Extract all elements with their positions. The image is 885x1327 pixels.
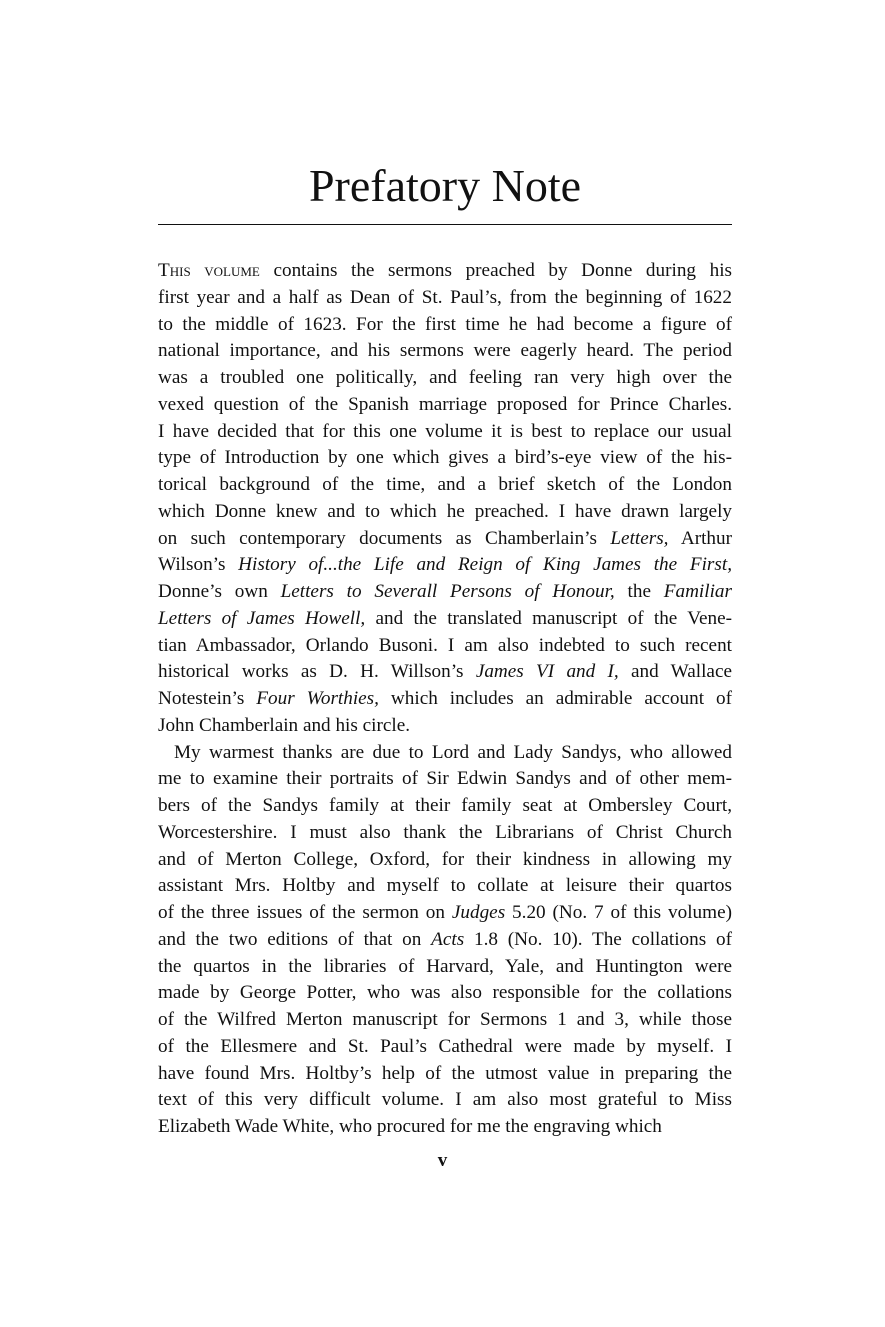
text-segment: to the middle of 1623. For the first time he had become a figure of bbox=[158, 313, 732, 335]
text-segment: which Donne knew and to which he preached. I have drawn largely bbox=[158, 500, 732, 522]
text-segment: on such contemporary documents as Chamberlain’s bbox=[158, 527, 611, 549]
text-segment: Worcestershire. I must also thank the Librarians of Christ Church bbox=[158, 821, 732, 843]
text-segment: tian Ambassador, Orlando Busoni. I am also indebted to such recent bbox=[158, 634, 732, 656]
small-caps-text: This volume bbox=[158, 260, 260, 281]
text-line bbox=[158, 312, 732, 339]
italic-text: Letters of James Howell, bbox=[158, 607, 366, 629]
body-text bbox=[158, 258, 732, 1141]
text-line bbox=[158, 793, 732, 820]
text-line bbox=[158, 873, 732, 900]
text-segment: text of this very difficult volume. I am also most grateful to Miss bbox=[158, 1089, 732, 1111]
text-segment: torical background of the time, and a brief sketch of the London bbox=[158, 474, 732, 495]
text-segment: have found Mrs. Holtby’s help of the utmost value in preparing the bbox=[158, 1062, 732, 1084]
text-segment: 5.20 (No. 7 of this volume) bbox=[505, 902, 732, 923]
italic-text: James VI and I, bbox=[475, 661, 619, 683]
text-line bbox=[158, 392, 732, 419]
italic-text: Familiar bbox=[663, 581, 732, 602]
text-segment: Donne’s own bbox=[158, 581, 281, 602]
text-segment: contains the sermons preached by Donne during his bbox=[259, 260, 732, 281]
text-segment: me to examine their portraits of Sir Edwin Sandys and of other mem- bbox=[158, 768, 732, 790]
text-segment: was a troubled one politically, and feeling ran very high over the bbox=[158, 367, 732, 388]
text-line bbox=[158, 847, 732, 874]
text-segment: Arthur bbox=[668, 527, 732, 549]
text-line bbox=[158, 472, 732, 499]
text-segment: made by George Potter, who was also responsible for the collations bbox=[158, 982, 732, 1004]
text-line bbox=[158, 419, 732, 446]
text-segment: and the two editions of that on bbox=[158, 928, 432, 950]
text-line bbox=[158, 633, 732, 660]
text-line bbox=[158, 1007, 732, 1034]
text-line bbox=[158, 766, 732, 793]
text-line bbox=[158, 365, 732, 392]
text-segment: type of Introduction by one which gives a bird’s-eye view of the his- bbox=[158, 447, 732, 469]
text-line bbox=[158, 606, 732, 633]
text-line bbox=[158, 1034, 732, 1061]
text-line bbox=[158, 499, 732, 526]
text-segment: and Wallace bbox=[618, 661, 732, 683]
text-line bbox=[158, 659, 732, 686]
text-line bbox=[158, 820, 732, 847]
text-segment: the quartos in the libraries of Harvard, Yale, and Huntington were bbox=[158, 955, 732, 977]
title-rule bbox=[158, 224, 732, 225]
italic-text: Letters to Severall Persons of Honour, bbox=[280, 581, 615, 602]
text-line bbox=[158, 686, 732, 713]
italic-text: History of...the Life and Reign of King James the First, bbox=[238, 554, 732, 576]
text-line bbox=[158, 740, 732, 767]
text-segment: bers of the Sandys family at their family seat at Ombersley Court, bbox=[158, 795, 732, 816]
text-line bbox=[158, 713, 732, 740]
text-segment: which includes an admirable account of bbox=[378, 688, 732, 709]
text-segment: I have decided that for this one volume it is best to replace our usual bbox=[158, 420, 732, 442]
text-segment: assistant Mrs. Holtby and myself to collate at leisure their quartos bbox=[158, 875, 732, 897]
italic-text: Acts bbox=[431, 928, 465, 950]
text-segment: John Chamberlain and his circle. bbox=[158, 714, 411, 736]
text-segment: of the Wilfred Merton manuscript for Sermons 1 and 3, while those bbox=[158, 1009, 732, 1030]
text-line bbox=[158, 526, 732, 553]
text-line bbox=[158, 552, 732, 579]
text-line bbox=[158, 258, 732, 285]
text-segment: Wilson’s bbox=[158, 554, 239, 576]
text-segment: of the three issues of the sermon on bbox=[158, 902, 452, 923]
text-segment: first year and a half as Dean of St. Paul’s, from the beginning of 1622 bbox=[158, 286, 732, 308]
text-segment: 1.8 (No. 10). The collations of bbox=[464, 928, 732, 950]
italic-text: Letters, bbox=[610, 527, 669, 549]
italic-text: Four Worthies, bbox=[256, 688, 379, 709]
text-segment: and of Merton College, Oxford, for their kindness in allowing my bbox=[158, 848, 732, 870]
text-segment: vexed question of the Spanish marriage proposed for Prince Charles. bbox=[158, 393, 732, 415]
text-segment: Notestein’s bbox=[158, 688, 257, 709]
text-line bbox=[158, 1114, 732, 1141]
text-line bbox=[158, 900, 732, 927]
text-line bbox=[158, 927, 732, 954]
text-line bbox=[158, 445, 732, 472]
text-segment: of the Ellesmere and St. Paul’s Cathedral were made by myself. I bbox=[158, 1035, 732, 1057]
text-line bbox=[158, 338, 732, 365]
text-segment: My warmest thanks are due to Lord and Lady Sandys, who allowed bbox=[174, 741, 732, 763]
text-line bbox=[158, 579, 732, 606]
italic-text: Judges bbox=[451, 902, 506, 923]
text-line bbox=[158, 954, 732, 981]
text-segment: national importance, and his sermons were eagerly heard. The period bbox=[158, 340, 732, 362]
text-segment: historical works as D. H. Willson’s bbox=[158, 661, 476, 683]
text-line bbox=[158, 980, 732, 1007]
text-line bbox=[158, 1061, 732, 1088]
text-segment: Elizabeth Wade White, who procured for me the engraving which bbox=[158, 1116, 662, 1137]
text-line bbox=[158, 1087, 732, 1114]
text-segment: the bbox=[614, 581, 664, 602]
page-number: v bbox=[437, 1150, 448, 1171]
page-title: Prefatory Note bbox=[308, 160, 582, 211]
text-line bbox=[158, 285, 732, 312]
text-segment: and the translated manuscript of the Vene- bbox=[365, 607, 732, 629]
